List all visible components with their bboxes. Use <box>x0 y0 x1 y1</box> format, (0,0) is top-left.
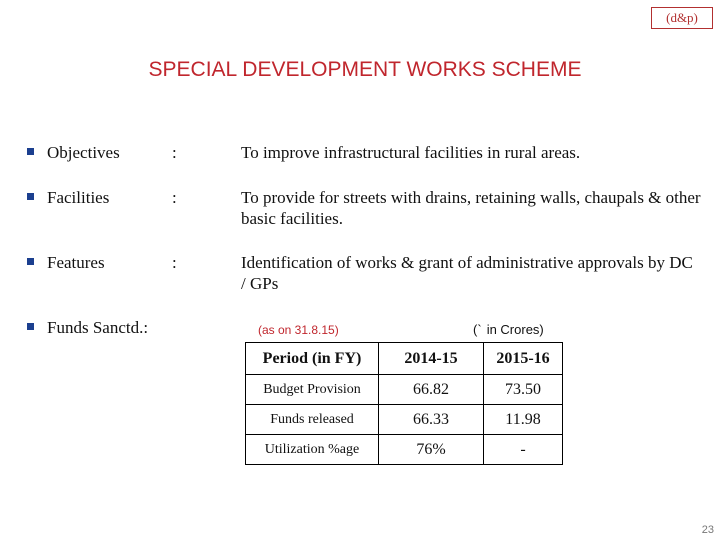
table-row <box>246 435 563 465</box>
page-number: 23 <box>701 524 714 536</box>
features-label: Features <box>47 253 105 272</box>
table-header-row <box>246 343 563 375</box>
row-label: Utilization %age <box>246 435 379 465</box>
cell-2015-16: 73.50 <box>484 375 563 405</box>
square-bullet-icon <box>27 148 34 155</box>
as-on-date: (as on 31.8.15) <box>258 323 339 337</box>
rupee-symbol: ` <box>477 322 482 337</box>
cell-2015-16: 11.98 <box>484 405 563 435</box>
features-text: Identification of works & grant of administrative approvals by DC / GPs <box>241 253 693 293</box>
features-separator: : <box>172 253 177 272</box>
cell-2015-16: - <box>484 435 563 465</box>
facilities-separator: : <box>172 188 177 207</box>
square-bullet-icon <box>27 323 34 330</box>
header-period: Period (in FY) <box>246 343 379 375</box>
funds-table <box>245 342 563 465</box>
unit-note: (` in Crores) <box>473 322 544 337</box>
cell-2014-15: 66.33 <box>379 405 484 435</box>
facilities-text: To provide for streets with drains, retaining walls, chaupals & other basic facilities. <box>241 188 701 228</box>
facilities-label: Facilities <box>47 188 110 207</box>
objectives-label: Objectives <box>47 143 120 162</box>
funds-label: Funds Sanctd.: <box>47 318 149 337</box>
section-tag: (d&p) <box>651 7 713 29</box>
square-bullet-icon <box>27 258 34 265</box>
square-bullet-icon <box>27 193 34 200</box>
row-label: Funds released <box>246 405 379 435</box>
row-label: Budget Provision <box>246 375 379 405</box>
slide-title: SPECIAL DEVELOPMENT WORKS SCHEME <box>148 58 582 81</box>
table-row <box>246 405 563 435</box>
header-2014-15: 2014-15 <box>379 343 484 375</box>
objectives-text: To improve infrastructural facilities in rural areas. <box>241 143 581 162</box>
table-row <box>246 375 563 405</box>
header-2015-16: 2015-16 <box>484 343 563 375</box>
cell-2014-15: 66.82 <box>379 375 484 405</box>
cell-2014-15: 76% <box>379 435 484 465</box>
objectives-separator: : <box>172 143 177 162</box>
